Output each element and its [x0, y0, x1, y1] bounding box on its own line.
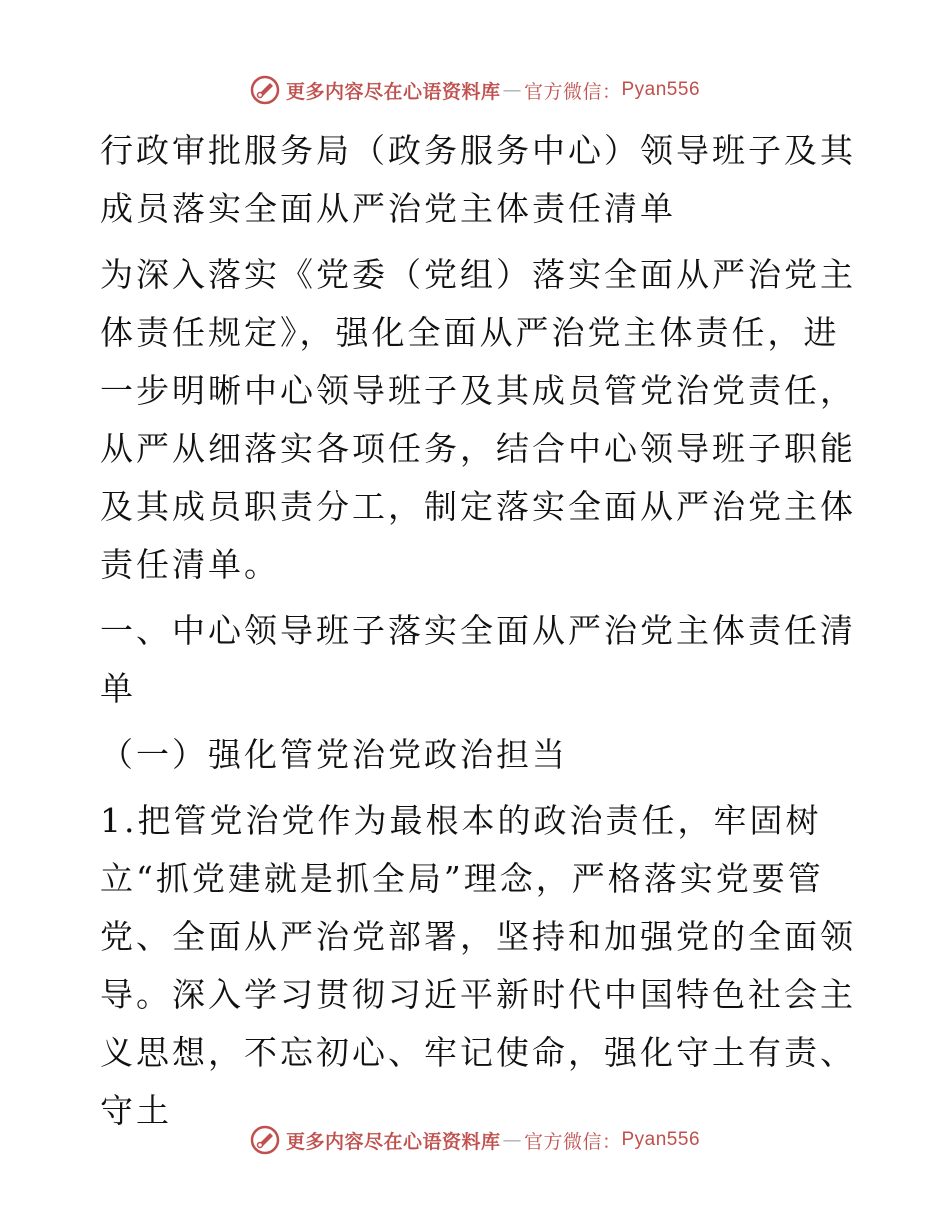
document-body: [100, 122, 860, 1140]
watermark-main-text: 更多内容尽在心语资料库: [285, 1130, 501, 1153]
watermark-separator: —: [502, 79, 522, 101]
section-heading-1: 一、中心领导班子落实全面从严治党主体责任清单: [100, 611, 856, 708]
watermark-header: [0, 70, 950, 110]
watermark-sub-text: 官方微信：: [523, 80, 622, 103]
brand-logo-icon: [250, 75, 280, 105]
watermark-footer: [0, 1120, 950, 1160]
intro-paragraph: 为深入落实《党委（党组）落实全面从严治党主体责任规定》，强化全面从严治党主体责任，进一步明晰中心领导班子及其成员管党治党责任，从严从细落实各项任务，结合中心领导班子职能及其成员职责分工，制定落实全面从严治党主体责任清单。: [100, 255, 856, 584]
watermark-main-text: 更多内容尽在心语资料库: [285, 80, 501, 103]
watermark-wechat-id: Pyan556: [621, 1129, 701, 1150]
list-item-1: 1.把管党治党作为最根本的政治责任，牢固树立“抓党建就是抓全局”理念，严格落实党要管党、全面从严治党部署，坚持和加强党的全面领导。深入学习贯彻习近平新时代中国特色社会主义思想，不忘初心、牢记使命，强化守土有责、守土: [100, 801, 856, 1130]
document-title: 行政审批服务局（政务服务中心）领导班子及其成员落实全面从严治党主体责任清单: [100, 131, 856, 228]
watermark-sub-text: 官方微信：: [523, 1130, 622, 1153]
brand-logo-icon: [250, 1125, 280, 1155]
subsection-heading-1: （一）强化管党治党政治担当: [100, 735, 568, 774]
watermark-wechat-id: Pyan556: [621, 79, 701, 100]
watermark-separator: —: [502, 1129, 522, 1151]
